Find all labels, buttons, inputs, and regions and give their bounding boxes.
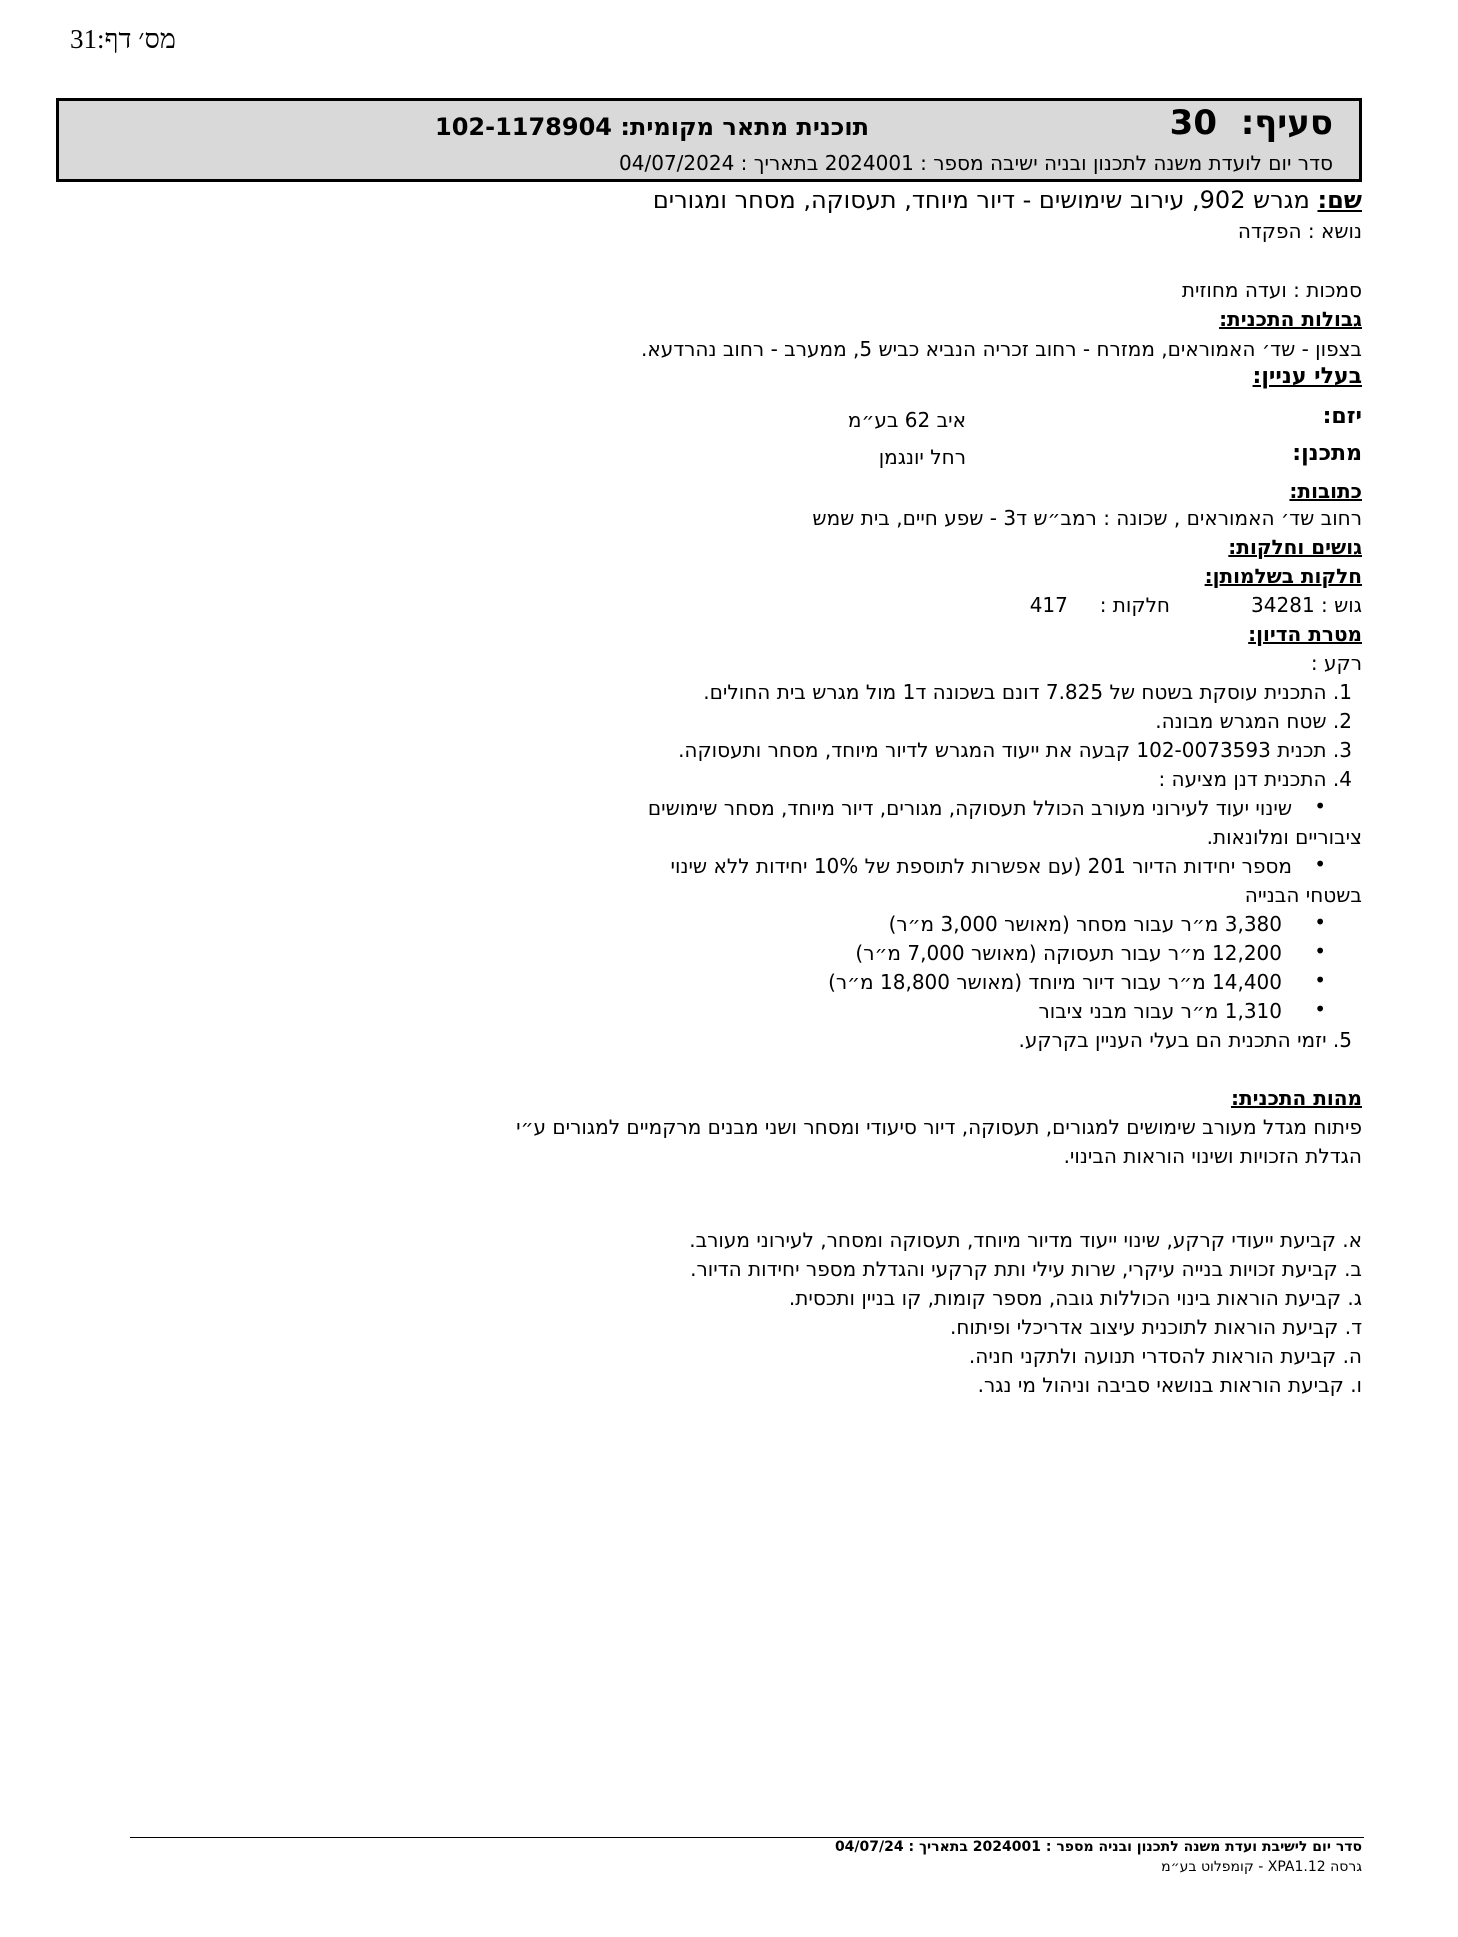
goal-heading: מטרת הדיון: [1248, 622, 1362, 646]
initiator-label: יזם: [1322, 404, 1362, 429]
bullet-icon: • [1314, 968, 1326, 992]
proposal-b-line1: מספר יחידות הדיור 201 (עם אפשרות לתוספת של 10% יחידות ללא שינוי [670, 854, 1292, 878]
planner-value: רחל יונגמן [878, 445, 966, 469]
planner-label: מתכנן: [1292, 441, 1362, 466]
bullet-icon: • [1314, 910, 1326, 934]
initiator-value: איב 62 בע״מ [847, 408, 966, 432]
parcels-value: 417 [1029, 593, 1068, 617]
plan-name-label: שם: [1317, 186, 1362, 214]
provision-a: א. קביעת ייעודי קרקע, שינוי ייעוד מדיור מיוחד, תעסוקה ומסחר, לעירוני מעורב. [689, 1228, 1362, 1252]
blocks-heading: גושים וחלקות: [1228, 535, 1362, 559]
page-number: 31:מס׳ דף [70, 24, 176, 54]
proposal-a-line1: שינוי יעוד לעירוני מעורב הכולל תעסוקה, מגורים, דיור מיוחד, מסחר שימושים [647, 796, 1292, 820]
section-title [1170, 103, 1333, 143]
boundaries-heading: גבולות התכנית: [1219, 307, 1362, 331]
addresses-heading: כתובות: [1289, 479, 1362, 503]
goal-item-3: 3. תכנית 102-0073593 קבעה את ייעוד המגרש לדיור מיוחד, מסחר ותעסוקה. [678, 738, 1352, 762]
background-label: רקע : [1310, 651, 1362, 675]
section-label: סעיף: [1240, 103, 1333, 143]
provision-b: ב. קביעת זכויות בנייה עיקרי, שרות עילי ותת קרקעי והגדלת מספר יחידות הדיור. [690, 1257, 1362, 1281]
plan-label: תוכנית מתאר מקומית: [620, 113, 869, 141]
footer-rule [130, 1837, 1364, 1838]
section-header [56, 98, 1362, 182]
authority: סמכות : ועדה מחוזית [1181, 278, 1362, 302]
boundaries-text: בצפון - שד׳ האמוראים, ממזרח - רחוב זכריה הנביא כביש 5, ממערב - רחוב נהרדעא. [640, 337, 1362, 361]
footer-version: גרסה XPA1.12 - קומפלוט בע״מ [1161, 1859, 1362, 1875]
essence-line1: פיתוח מגדל מעורב שימושים למגורים, תעסוקה, דיור סיעודי ומסחר ושני מבנים מרקמיים למגורים ע״י [516, 1115, 1362, 1139]
addresses-text: רחוב שד׳ האמוראים , שכונה : רמב״ש ד3 - שפע חיים, בית שמש [812, 506, 1362, 530]
proposal-a-line2: ציבוריים ומלונאות. [1206, 825, 1362, 849]
bullet-icon: • [1314, 997, 1326, 1021]
plan-number: 102-1178904 [435, 113, 612, 141]
block-value: 34281 [1251, 593, 1315, 617]
provision-c: ג. קביעת הוראות בינוי הכוללות גובה, מספר קומות, קו בניין ותכסית. [788, 1286, 1362, 1310]
proposal-b-line2: בשטחי הבנייה [1244, 883, 1362, 907]
stakeholders-heading: בעלי עניין: [1252, 364, 1362, 389]
plan-name-value: מגרש 902, עירוב שימושים - דיור מיוחד, תעסוקה, מסחר ומגורים [652, 186, 1310, 214]
goal-item-4: 4. התכנית דנן מציעה : [1158, 767, 1352, 791]
provision-f: ו. קביעת הוראות בנושאי סביבה וניהול מי נגר. [977, 1373, 1362, 1397]
bullet-icon: • [1314, 794, 1326, 818]
essence-heading: מהות התכנית: [1230, 1086, 1362, 1110]
provision-d: ד. קביעת הוראות לתוכנית עיצוב אדריכלי ופיתוח. [949, 1315, 1362, 1339]
page-number-value: 31 [70, 24, 97, 54]
area-employment: 12,200 מ״ר עבור תעסוקה (מאושר 7,000 מ״ר) [855, 941, 1282, 965]
essence-line2: הגדלת הזכויות ושינוי הוראות הבינוי. [1063, 1144, 1362, 1168]
area-public-buildings: 1,310 מ״ר עבור מבני ציבור [1038, 999, 1282, 1023]
area-commerce: 3,380 מ״ר עבור מסחר (מאושר 3,000 מ״ר) [888, 912, 1282, 936]
goal-item-5: 5. יזמי התכנית הם בעלי העניין בקרקע. [1018, 1028, 1352, 1052]
parcels [1030, 591, 1170, 620]
full-parcels-heading: חלקות בשלמותן: [1204, 564, 1362, 588]
plan-title [435, 113, 869, 141]
goal-item-2: 2. שטח המגרש מבונה. [1155, 709, 1352, 733]
bullet-icon: • [1314, 939, 1326, 963]
bullet-icon: • [1314, 852, 1326, 876]
block-label: גוש : [1321, 593, 1362, 617]
parcels-label: חלקות : [1099, 593, 1170, 617]
goal-item-1: 1. התכנית עוסקת בשטח של 7.825 דונם בשכונה ד1 מול מגרש בית החולים. [703, 680, 1352, 704]
area-special-housing: 14,400 מ״ר עבור דיור מיוחד (מאושר 18,800 מ״ר) [828, 970, 1282, 994]
footer-agenda: סדר יום לישיבת ועדת משנה לתכנון ובניה מספר : 2024001 בתאריך : 04/07/24 [834, 1839, 1362, 1855]
agenda-line: סדר יום לועדת משנה לתכנון ובניה ישיבה מספר : 2024001 בתאריך : 04/07/2024 [619, 151, 1333, 175]
section-number: 30 [1169, 103, 1217, 143]
subject: נושא : הפקדה [1237, 219, 1362, 243]
page-number-label: מס׳ דף [104, 24, 176, 54]
provision-e: ה. קביעת הוראות להסדרי תנועה ולתקני חניה. [968, 1344, 1362, 1368]
plan-name [653, 186, 1362, 214]
block-number [1251, 591, 1362, 620]
